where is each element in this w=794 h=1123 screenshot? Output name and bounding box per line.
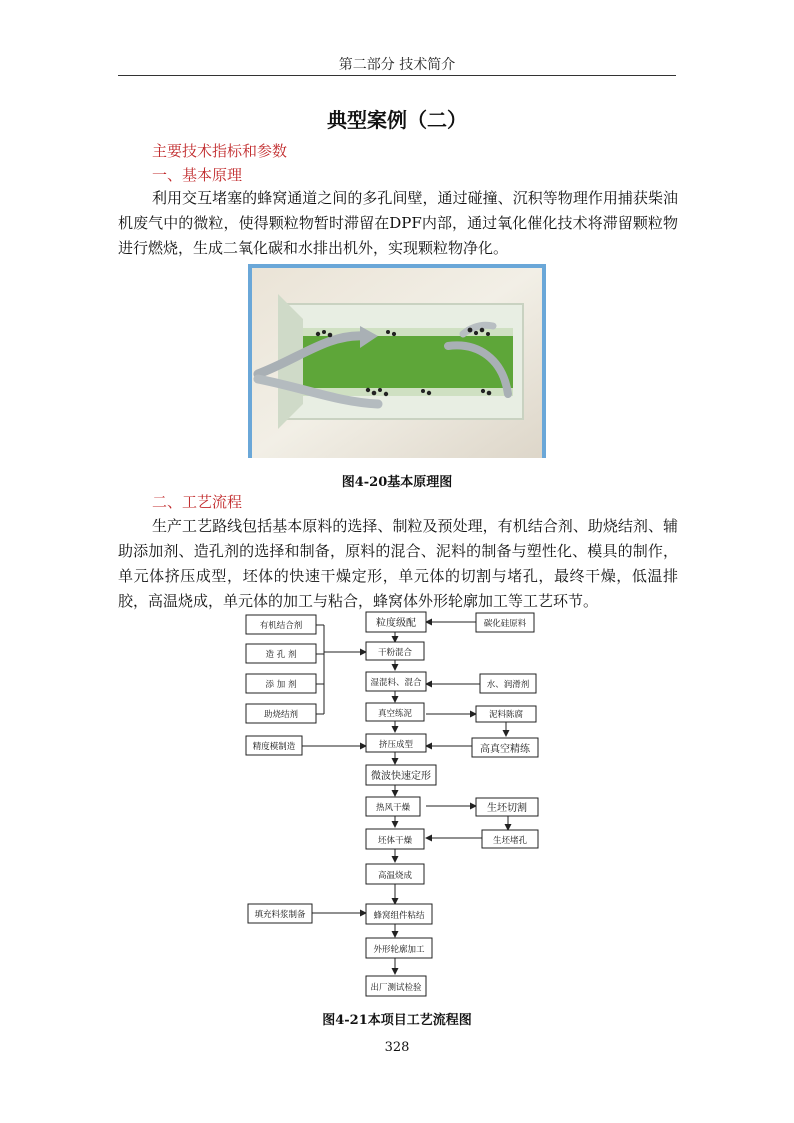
figure-4-20-caption: 图4-20基本原理图 xyxy=(341,475,453,490)
center-label-5: 挤压成型 xyxy=(378,740,414,750)
right-label-1: 碳化硅原料 xyxy=(483,619,527,629)
header-rule xyxy=(118,75,676,76)
center-label-2: 干粉混合 xyxy=(377,648,413,658)
section2-heading: 二、工艺流程 xyxy=(152,493,243,511)
center-label-9: 高温烧成 xyxy=(377,871,413,881)
page-number: 328 xyxy=(384,1040,410,1055)
left-label-5: 精度模制造 xyxy=(252,742,296,752)
bottom-left-label: 填充料浆制备 xyxy=(254,910,306,920)
center-label-10: 蜂窝组件粘结 xyxy=(373,911,425,921)
section2-paragraph: 生产工艺路线包括基本原料的选择、制粒及预处理，有机结合剂、助烧结剂、辅助添加剂、造孔剂的选择和制备，原料的混合、泥料的制备与塑性化、模具的制作，单元体挤压成型，坯体的快速干燥定形，单元体的切割与堵孔，最终干燥，低温排胶，高温烧成，单元体的加工与粘合，蜂窝体外形轮廓加工等工艺环节。 xyxy=(118,517,678,610)
figure-edge-left xyxy=(248,264,252,458)
section-main-heading: 主要技术指标和参数 xyxy=(152,142,288,160)
center-label-6: 微波快速定形 xyxy=(371,771,431,782)
center-label-12: 出厂测试检验 xyxy=(370,983,422,993)
center-label-8: 坯体干燥 xyxy=(377,836,413,846)
center-label-3: 湿混料、混合 xyxy=(370,678,422,688)
principle-figure xyxy=(248,264,546,458)
section1-paragraph: 利用交互堵塞的蜂窝通道之间的多孔间壁，通过碰撞、沉积等物理作用捕获柴油机废气中的微粒，使得颗粒物暂时滞留在DPF内部，通过氧化催化技术将滞留颗粒物进行燃烧，生成二氧化碳和水排出机外，实现颗粒物净化。 xyxy=(118,189,678,257)
figure-4-21-caption: 图4-21本项目工艺流程图 xyxy=(322,1013,472,1028)
right-label-6: 生坯堵孔 xyxy=(492,836,528,846)
figure-edge-right xyxy=(542,264,546,458)
right-label-4: 高真空精练 xyxy=(480,744,530,755)
center-label-4: 真空练泥 xyxy=(377,709,413,719)
center-label-11: 外形轮廓加工 xyxy=(373,945,425,955)
center-label-7: 热风干燥 xyxy=(375,803,411,813)
left-label-4: 助烧结剂 xyxy=(263,710,299,720)
left-label-2: 造 孔 剂 xyxy=(265,650,297,660)
left-label-3: 添 加 剂 xyxy=(265,680,297,690)
figure-edge-top xyxy=(248,264,546,268)
right-label-2: 水、润滑剂 xyxy=(486,680,530,690)
running-header: 第二部分 技术简介 xyxy=(338,57,456,73)
right-label-5: 生坯切割 xyxy=(487,803,527,814)
page-title: 典型案例（二） xyxy=(327,108,467,132)
section1-heading: 一、基本原理 xyxy=(152,166,243,184)
center-label-1: 粒度级配 xyxy=(376,618,416,629)
left-label-1: 有机结合剂 xyxy=(259,621,303,631)
process-flowchart xyxy=(240,608,560,1002)
right-label-3: 泥料陈腐 xyxy=(488,710,524,720)
